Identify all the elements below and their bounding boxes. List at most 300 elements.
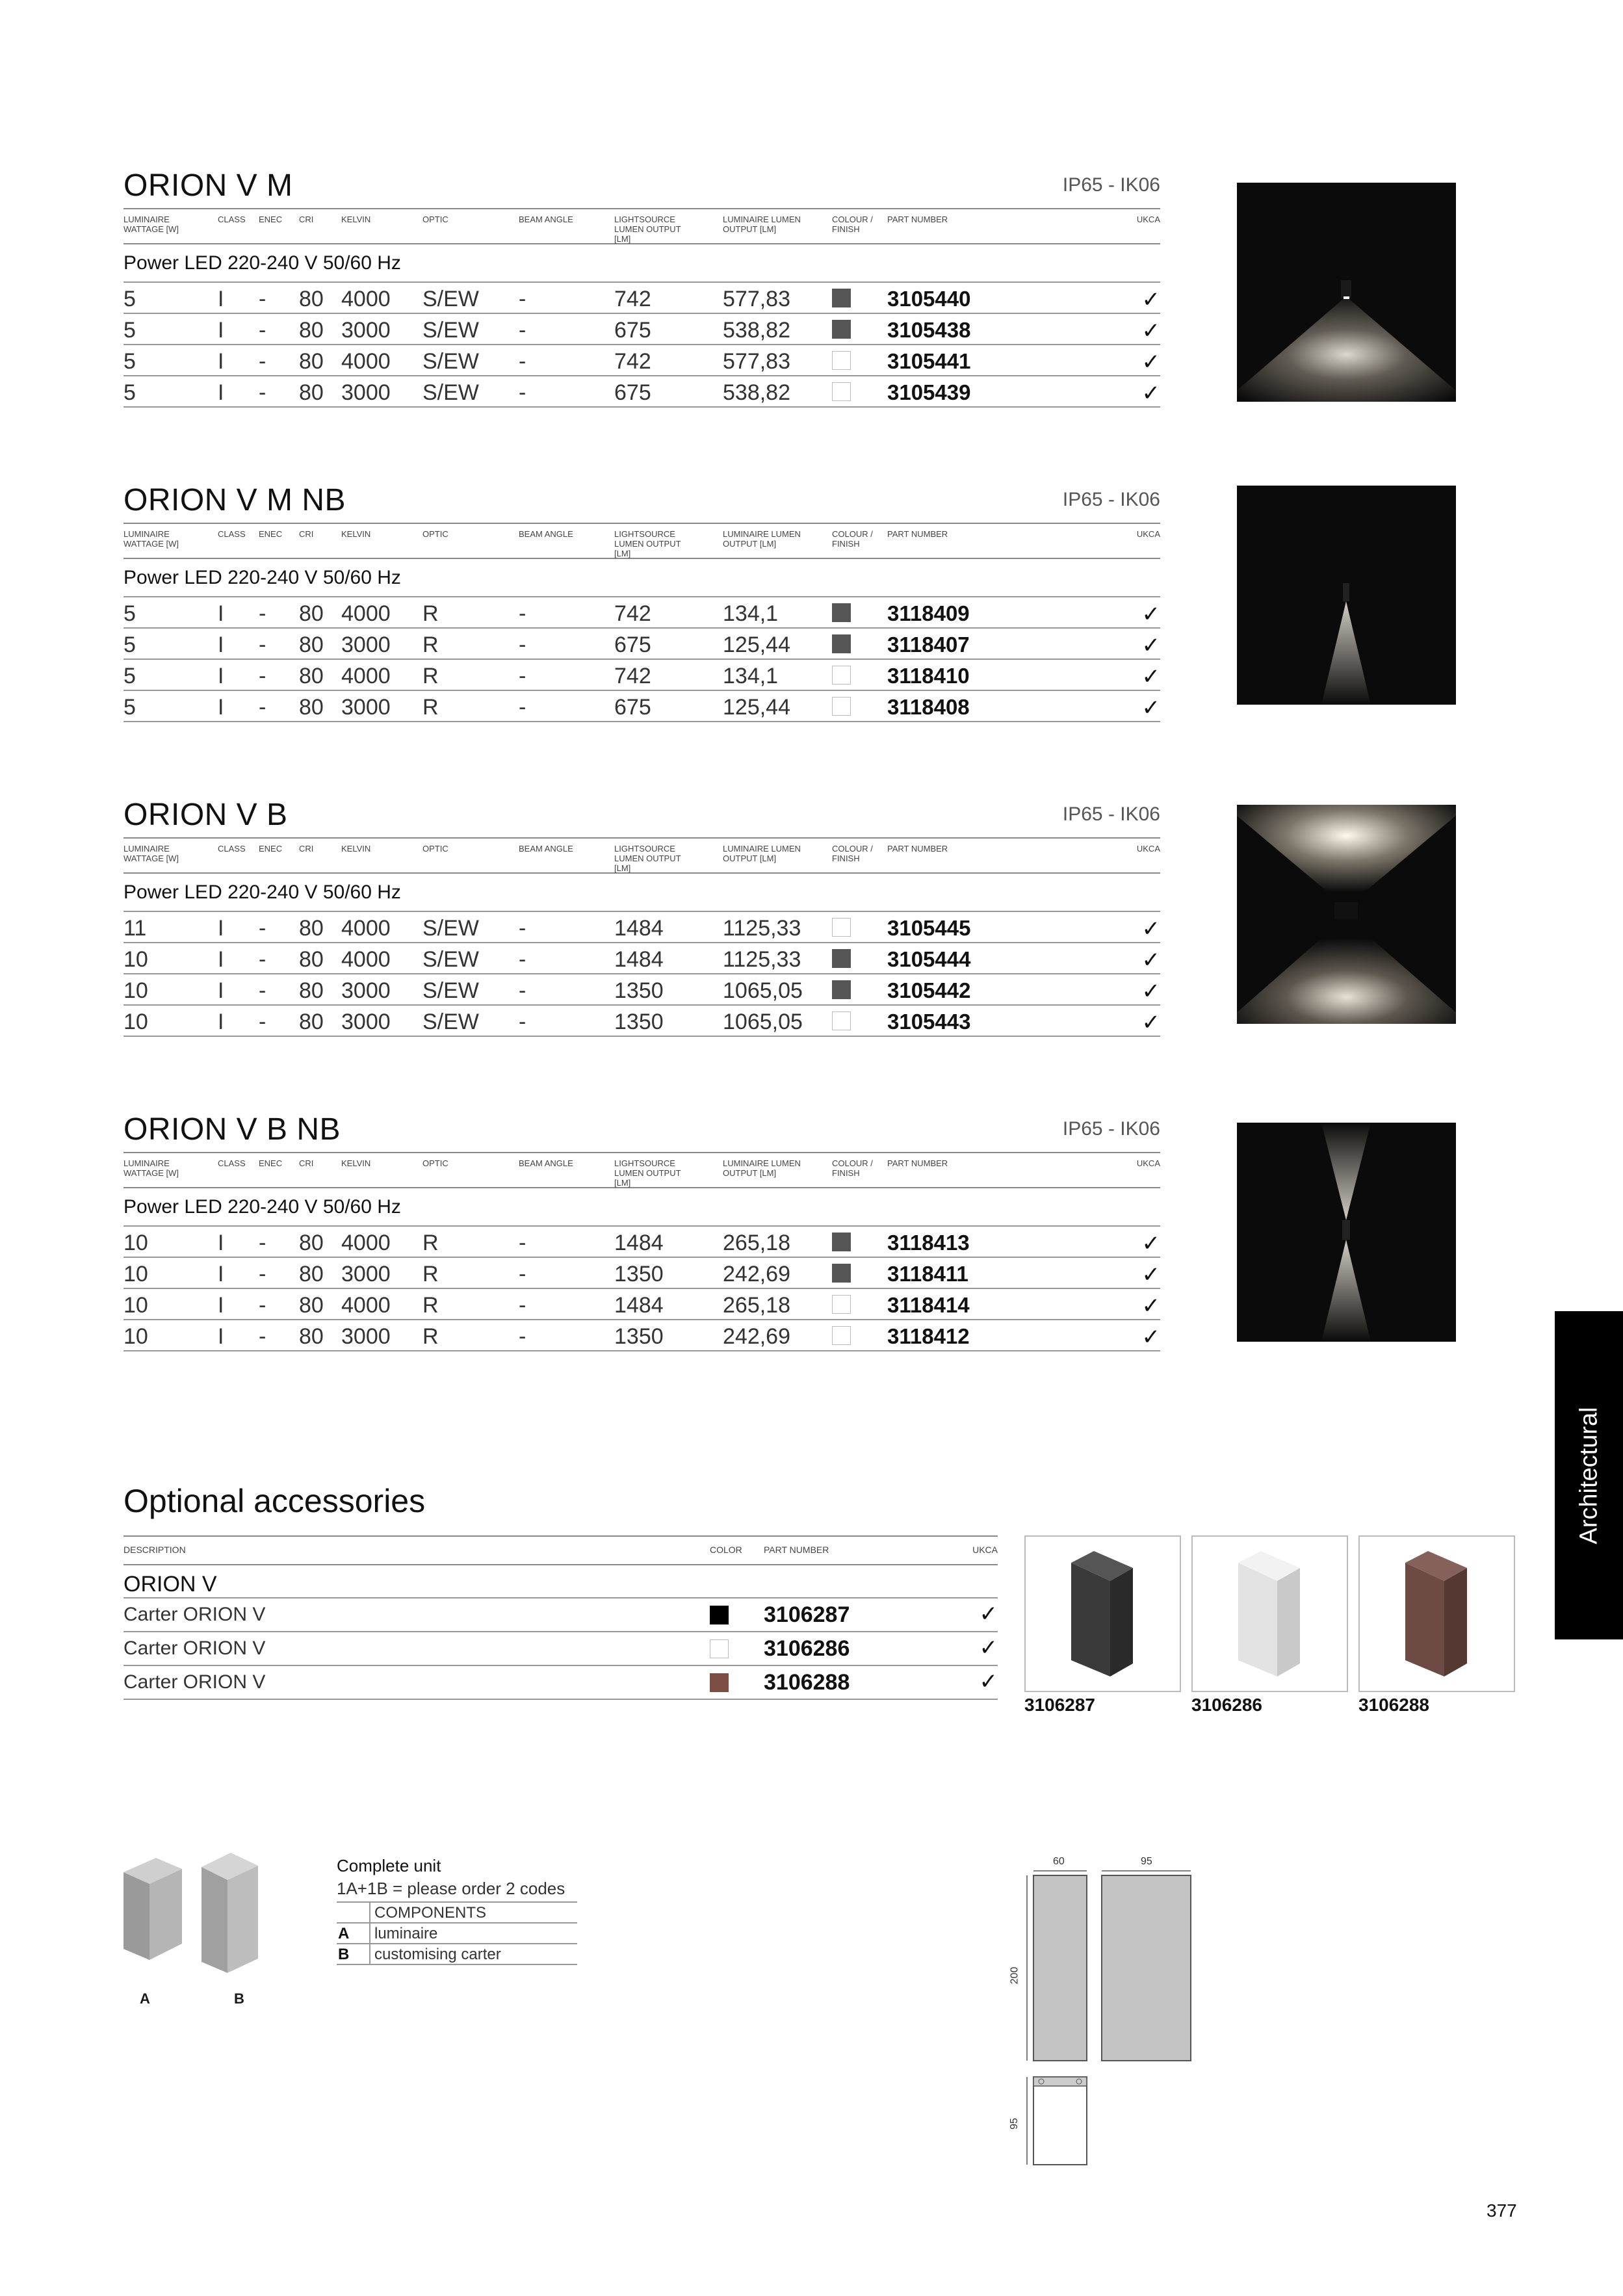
cell-w: 5 (123, 287, 136, 311)
cell-ls: 1350 (614, 1010, 664, 1034)
colour-swatch (710, 1606, 729, 1624)
header-lu_lumen: LUMINAIRE LUMEN OUTPUT [LM] (723, 529, 801, 549)
cell-cri: 80 (299, 1231, 324, 1255)
header-optic: OPTIC (422, 1158, 448, 1168)
table-header (123, 208, 1160, 244)
header-beam: BEAM ANGLE (519, 215, 573, 224)
dim-width-2: 95 (1141, 1856, 1152, 1867)
header-beam: BEAM ANGLE (519, 1158, 573, 1168)
accessories-header (123, 1535, 998, 1565)
cell-en: - (259, 1231, 266, 1255)
table-row (123, 596, 1160, 627)
header-cri: CRI (299, 215, 314, 224)
cell-w: 5 (123, 695, 136, 720)
cell-ba: - (519, 1231, 526, 1255)
part-number: 3106288 (764, 1670, 850, 1695)
cell-op: S/EW (422, 318, 479, 343)
header-ukca: UKCA (1136, 215, 1160, 224)
colour-swatch (710, 1639, 729, 1658)
cell-ls: 742 (614, 601, 651, 626)
cell-lu: 538,82 (723, 318, 790, 343)
cell-lu: 1125,33 (723, 916, 801, 941)
header-cri: CRI (299, 529, 314, 539)
product-table (123, 1225, 1160, 1351)
cell-cl: I (218, 916, 224, 941)
cell-lu: 134,1 (723, 664, 779, 688)
cell-op: S/EW (422, 978, 479, 1003)
label-b: B (234, 1990, 244, 2007)
cell-en: - (259, 1010, 266, 1034)
colour-swatch (832, 918, 851, 937)
component-row (337, 1924, 577, 1944)
header-optic: OPTIC (422, 529, 448, 539)
power-spec: Power LED 220-240 V 50/60 Hz (123, 1196, 401, 1218)
cell-cl: I (218, 1231, 224, 1255)
cell-cl: I (218, 947, 224, 972)
side-tab (1555, 1311, 1623, 1639)
accessory-row (123, 1631, 998, 1665)
section-title: ORION V B (123, 798, 288, 832)
check-icon: ✓ (1141, 696, 1160, 720)
table-row (123, 281, 1160, 313)
header-lu_lumen: LUMINAIRE LUMEN OUTPUT [LM] (723, 215, 801, 234)
check-icon: ✓ (1141, 917, 1160, 941)
colour-swatch (832, 603, 851, 622)
product-section (123, 482, 1160, 720)
cell-w: 10 (123, 1010, 148, 1034)
cell-cri: 80 (299, 695, 324, 720)
cell-en: - (259, 1262, 266, 1286)
check-icon: ✓ (1141, 633, 1160, 658)
cell-ls: 675 (614, 380, 651, 405)
cell-k: 3000 (341, 1262, 391, 1286)
header-colour: COLOUR / FINISH (832, 215, 873, 234)
cell-ls: 742 (614, 287, 651, 311)
cell-op: R (422, 664, 439, 688)
cell-cri: 80 (299, 1293, 324, 1318)
cell-en: - (259, 947, 266, 972)
header-wattage: LUMINAIRE WATTAGE [W] (123, 529, 179, 549)
cell-lu: 538,82 (723, 380, 790, 405)
colour-swatch (832, 634, 851, 653)
check-icon: ✓ (979, 1669, 998, 1694)
component-row (337, 1944, 577, 1965)
cell-w: 5 (123, 349, 136, 374)
cell-ls: 742 (614, 664, 651, 688)
colour-swatch (832, 1264, 851, 1283)
cell-en: - (259, 978, 266, 1003)
cell-k: 4000 (341, 1293, 391, 1318)
table-header (123, 523, 1160, 559)
check-icon: ✓ (1141, 1325, 1160, 1350)
cell-cri: 80 (299, 1324, 324, 1349)
section-title: ORION V B NB (123, 1112, 341, 1147)
header-enec: ENEC (259, 529, 283, 539)
cell-w: 5 (123, 318, 136, 343)
cell-op: R (422, 1231, 439, 1255)
cell-op: S/EW (422, 916, 479, 941)
cell-cri: 80 (299, 916, 324, 941)
cell-cri: 80 (299, 380, 324, 405)
cell-w: 5 (123, 380, 136, 405)
cell-cl: I (218, 318, 224, 343)
cell-lu: 265,18 (723, 1231, 790, 1255)
cell-op: S/EW (422, 380, 479, 405)
table-row (123, 1257, 1160, 1288)
cell-ls: 675 (614, 633, 651, 657)
cell-w: 11 (123, 916, 147, 941)
cell-en: - (259, 318, 266, 343)
cell-ba: - (519, 601, 526, 626)
cell-w: 10 (123, 978, 148, 1003)
colour-swatch (832, 980, 851, 999)
product-section (123, 1112, 1160, 1350)
header-ukca: UKCA (1136, 1158, 1160, 1168)
cell-op: S/EW (422, 349, 479, 374)
colour-swatch (832, 949, 851, 968)
header-beam: BEAM ANGLE (519, 844, 573, 854)
colour-swatch (832, 382, 851, 401)
cell-ls: 1350 (614, 978, 664, 1003)
cell-cl: I (218, 664, 224, 688)
cell-cl: I (218, 1010, 224, 1034)
part-number: 3118407 (887, 633, 970, 657)
part-number: 3105440 (887, 287, 971, 311)
part-number: 3106287 (764, 1602, 850, 1627)
page-number: 377 (1487, 2200, 1517, 2221)
accessory-description: Carter ORION V (123, 1637, 266, 1659)
table-row (123, 375, 1160, 408)
header-optic: OPTIC (422, 215, 448, 224)
accessory-row (123, 1665, 998, 1700)
cell-ls: 1484 (614, 1231, 664, 1255)
cell-cl: I (218, 349, 224, 374)
header-colour: COLOUR / FINISH (832, 529, 873, 549)
header-wattage: LUMINAIRE WATTAGE [W] (123, 1158, 179, 1178)
cell-cri: 80 (299, 349, 324, 374)
cell-k: 3000 (341, 380, 391, 405)
dim-height: 200 (1009, 1966, 1020, 1985)
cell-ba: - (519, 947, 526, 972)
check-icon: ✓ (1141, 602, 1160, 627)
table-row (123, 942, 1160, 973)
table-row (123, 1288, 1160, 1319)
header-enec: ENEC (259, 844, 283, 854)
ip-rating: IP65 - IK06 (1062, 174, 1160, 196)
cell-op: R (422, 633, 439, 657)
cell-en: - (259, 695, 266, 720)
product-photo-orion-v-b-nb (1237, 1123, 1456, 1342)
cell-lu: 265,18 (723, 1293, 790, 1318)
accessory-description: Carter ORION V (123, 1604, 266, 1625)
cell-cl: I (218, 978, 224, 1003)
cell-k: 4000 (341, 1231, 391, 1255)
check-icon: ✓ (1141, 664, 1160, 689)
dim-depth: 95 (1008, 2118, 1020, 2130)
component-key: B (338, 1946, 350, 1963)
check-icon: ✓ (1141, 1010, 1160, 1035)
header-part: PART NUMBER (887, 529, 948, 539)
cell-k: 4000 (341, 947, 391, 972)
table-row (123, 627, 1160, 659)
side-tab-label: Architectural (1575, 1406, 1602, 1545)
cell-ba: - (519, 916, 526, 941)
cell-ls: 675 (614, 318, 651, 343)
colour-swatch (832, 1295, 851, 1314)
accessory-code-2: 3106286 (1191, 1695, 1263, 1715)
header-enec: ENEC (259, 215, 283, 224)
cell-ba: - (519, 1324, 526, 1349)
header-ls_lumen: LIGHTSOURCE LUMEN OUTPUT [LM] (614, 1158, 681, 1188)
cell-ba: - (519, 1010, 526, 1034)
cell-w: 10 (123, 1231, 148, 1255)
cell-cl: I (218, 1293, 224, 1318)
cell-en: - (259, 349, 266, 374)
accessory-image-2 (1191, 1535, 1348, 1692)
check-icon: ✓ (1141, 381, 1160, 406)
cell-k: 4000 (341, 601, 391, 626)
check-icon: ✓ (1141, 948, 1160, 972)
table-row (123, 344, 1160, 375)
accessories-subtitle: ORION V (123, 1572, 217, 1597)
header-beam: BEAM ANGLE (519, 529, 573, 539)
cell-lu: 577,83 (723, 349, 790, 374)
cell-lu: 1065,05 (723, 978, 803, 1003)
cell-ls: 742 (614, 349, 651, 374)
cell-op: R (422, 1324, 439, 1349)
check-icon: ✓ (1141, 287, 1160, 312)
cell-ba: - (519, 978, 526, 1003)
check-icon: ✓ (979, 1602, 998, 1626)
part-number: 3105438 (887, 318, 971, 342)
table-row (123, 1319, 1160, 1351)
product-section (123, 797, 1160, 1035)
dimension-drawing (1001, 1846, 1215, 2184)
check-icon: ✓ (1141, 350, 1160, 374)
cell-k: 3000 (341, 633, 391, 657)
cell-cl: I (218, 380, 224, 405)
cell-cri: 80 (299, 1010, 324, 1034)
header-part: PART NUMBER (887, 844, 948, 854)
cell-k: 3000 (341, 1324, 391, 1349)
cell-op: R (422, 601, 439, 626)
cell-ls: 1350 (614, 1324, 664, 1349)
colour-swatch (832, 1326, 851, 1345)
ip-rating: IP65 - IK06 (1062, 489, 1160, 510)
part-number: 3118414 (887, 1293, 970, 1317)
table-row (123, 911, 1160, 942)
cell-en: - (259, 1324, 266, 1349)
header-kelvin: KELVIN (341, 215, 371, 224)
cell-w: 10 (123, 1262, 148, 1286)
components-header-row (337, 1903, 577, 1924)
cell-ba: - (519, 1262, 526, 1286)
colour-swatch (832, 697, 851, 716)
check-icon: ✓ (1141, 1262, 1160, 1287)
header-ls_lumen: LIGHTSOURCE LUMEN OUTPUT [LM] (614, 844, 681, 873)
product-photo-orion-v-m (1237, 183, 1456, 402)
check-icon: ✓ (1141, 979, 1160, 1004)
cell-op: R (422, 1293, 439, 1318)
power-spec: Power LED 220-240 V 50/60 Hz (123, 252, 401, 274)
header-enec: ENEC (259, 1158, 283, 1168)
product-table (123, 281, 1160, 408)
cell-ba: - (519, 1293, 526, 1318)
header-colour: COLOUR / FINISH (832, 1158, 873, 1178)
cell-lu: 242,69 (723, 1324, 790, 1349)
colour-swatch (832, 351, 851, 370)
components-table (337, 1901, 577, 1965)
check-icon: ✓ (979, 1636, 998, 1660)
cell-en: - (259, 633, 266, 657)
power-spec: Power LED 220-240 V 50/60 Hz (123, 881, 401, 903)
cell-k: 4000 (341, 916, 391, 941)
cell-op: R (422, 695, 439, 720)
section-title: ORION V M NB (123, 483, 346, 517)
complete-unit-note: 1A+1B = please order 2 codes (337, 1879, 565, 1898)
cell-cl: I (218, 601, 224, 626)
cell-op: S/EW (422, 287, 479, 311)
header-ls_lumen: LIGHTSOURCE LUMEN OUTPUT [LM] (614, 215, 681, 244)
header-ukca: UKCA (1136, 529, 1160, 539)
cell-w: 10 (123, 1293, 148, 1318)
header-part: PART NUMBER (887, 215, 948, 224)
complete-unit-title: Complete unit (337, 1856, 441, 1875)
product-section (123, 168, 1160, 406)
cell-w: 5 (123, 601, 136, 626)
cell-w: 5 (123, 664, 136, 688)
dim-width-1: 60 (1053, 1856, 1065, 1867)
part-number: 3106286 (764, 1636, 850, 1661)
table-header (123, 837, 1160, 874)
cell-cl: I (218, 1324, 224, 1349)
cell-lu: 577,83 (723, 287, 790, 311)
table-row (123, 1004, 1160, 1037)
accessory-code-1: 3106287 (1024, 1695, 1096, 1715)
cell-cri: 80 (299, 664, 324, 688)
table-header (123, 1152, 1160, 1188)
cell-k: 3000 (341, 978, 391, 1003)
accessory-code-3: 3106288 (1358, 1695, 1430, 1715)
cell-ba: - (519, 287, 526, 311)
component-value: luminaire (374, 1925, 438, 1942)
cell-k: 3000 (341, 318, 391, 343)
accessory-description: Carter ORION V (123, 1671, 266, 1693)
cell-lu: 125,44 (723, 633, 790, 657)
cell-w: 5 (123, 633, 136, 657)
cell-w: 10 (123, 947, 148, 972)
header-cri: CRI (299, 1158, 314, 1168)
ip-rating: IP65 - IK06 (1062, 803, 1160, 825)
header-part: PART NUMBER (887, 1158, 948, 1168)
header-lu_lumen: LUMINAIRE LUMEN OUTPUT [LM] (723, 1158, 801, 1178)
part-number: 3118413 (887, 1231, 970, 1255)
cell-ba: - (519, 695, 526, 720)
cell-cri: 80 (299, 287, 324, 311)
cell-lu: 242,69 (723, 1262, 790, 1286)
cell-lu: 1065,05 (723, 1010, 803, 1034)
product-photo-orion-v-b (1237, 805, 1456, 1024)
accessories-table (123, 1597, 998, 1700)
cell-k: 4000 (341, 349, 391, 374)
part-number: 3118410 (887, 664, 970, 688)
acc-header-part: PART NUMBER (764, 1545, 829, 1555)
cell-cl: I (218, 633, 224, 657)
header-class: CLASS (218, 844, 246, 854)
cell-en: - (259, 287, 266, 311)
colour-swatch (832, 1011, 851, 1030)
label-a: A (140, 1990, 150, 2007)
cell-ls: 675 (614, 695, 651, 720)
cell-k: 4000 (341, 287, 391, 311)
cell-cri: 80 (299, 1262, 324, 1286)
cell-cri: 80 (299, 601, 324, 626)
table-row (123, 659, 1160, 690)
product-table (123, 911, 1160, 1037)
header-lu_lumen: LUMINAIRE LUMEN OUTPUT [LM] (723, 844, 801, 863)
cell-k: 3000 (341, 695, 391, 720)
cell-en: - (259, 601, 266, 626)
part-number: 3118408 (887, 695, 970, 719)
part-number: 3118412 (887, 1324, 970, 1348)
cell-cl: I (218, 695, 224, 720)
cell-cri: 80 (299, 978, 324, 1003)
header-colour: COLOUR / FINISH (832, 844, 873, 863)
cell-k: 4000 (341, 664, 391, 688)
colour-swatch (832, 666, 851, 685)
component-value: customising carter (374, 1946, 501, 1963)
cell-op: S/EW (422, 947, 479, 972)
ip-rating: IP65 - IK06 (1062, 1118, 1160, 1140)
cell-cl: I (218, 1262, 224, 1286)
accessory-image-1 (1024, 1535, 1181, 1692)
part-number: 3105445 (887, 916, 971, 940)
cell-ba: - (519, 349, 526, 374)
cell-lu: 1125,33 (723, 947, 801, 972)
table-row (123, 313, 1160, 344)
components-label: COMPONENTS (374, 1904, 487, 1922)
header-ls_lumen: LIGHTSOURCE LUMEN OUTPUT [LM] (614, 529, 681, 558)
cell-lu: 125,44 (723, 695, 790, 720)
part-number: 3105441 (887, 349, 971, 373)
cell-ls: 1350 (614, 1262, 664, 1286)
table-row (123, 1225, 1160, 1257)
acc-header-color: COLOR (710, 1545, 742, 1555)
header-class: CLASS (218, 1158, 246, 1168)
table-row (123, 973, 1160, 1004)
component-key: A (338, 1925, 350, 1942)
power-spec: Power LED 220-240 V 50/60 Hz (123, 567, 401, 588)
cell-ba: - (519, 318, 526, 343)
cell-en: - (259, 916, 266, 941)
check-icon: ✓ (1141, 1231, 1160, 1256)
part-number: 3105444 (887, 947, 971, 971)
cell-lu: 134,1 (723, 601, 779, 626)
header-optic: OPTIC (422, 844, 448, 854)
product-photo-orion-v-m-nb (1237, 486, 1456, 705)
header-kelvin: KELVIN (341, 1158, 371, 1168)
cell-ba: - (519, 633, 526, 657)
colour-swatch (832, 289, 851, 307)
cell-ls: 1484 (614, 947, 664, 972)
header-class: CLASS (218, 529, 246, 539)
cell-k: 3000 (341, 1010, 391, 1034)
cell-en: - (259, 664, 266, 688)
check-icon: ✓ (1141, 1294, 1160, 1318)
colour-swatch (832, 1233, 851, 1251)
cell-op: R (422, 1262, 439, 1286)
accessory-row (123, 1597, 998, 1631)
